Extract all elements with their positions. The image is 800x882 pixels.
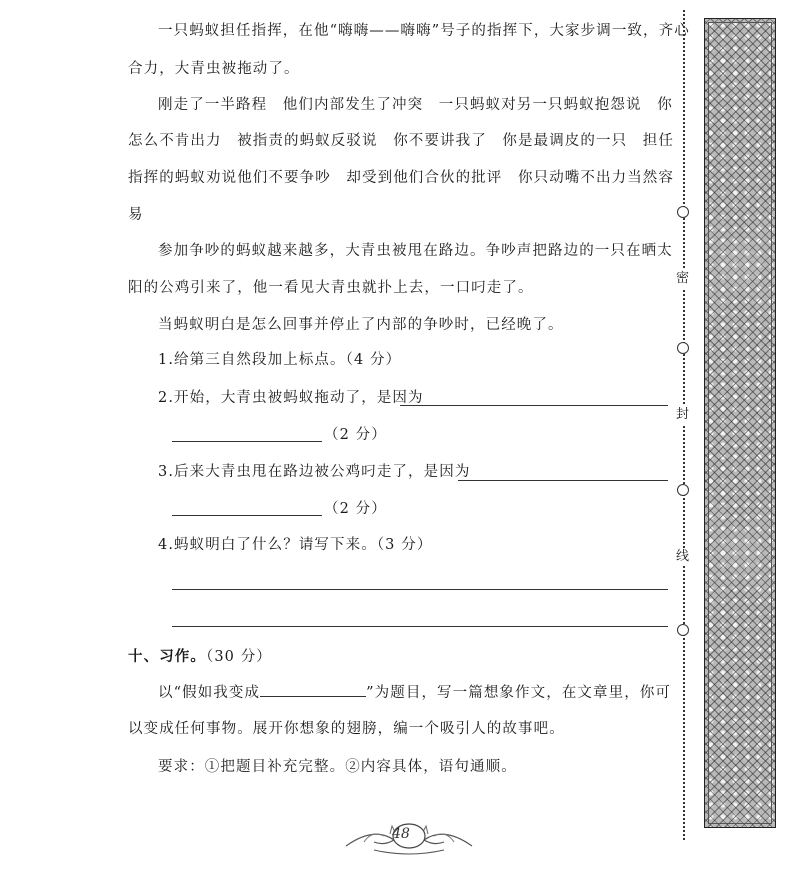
decorative-border-strip — [704, 18, 776, 828]
binding-dotted-line — [683, 10, 685, 840]
binding-char-xian: 线 — [676, 549, 690, 564]
question-2-answer-line-1[interactable] — [400, 405, 668, 406]
binding-char-mi: 密 — [676, 271, 690, 286]
passage-p2-line2: 怎么不肯出力 被指责的蚂蚁反驳说 你不要讲我了 你是最调皮的一只 担任 — [128, 133, 674, 149]
question-3-answer-line-1[interactable] — [458, 480, 668, 481]
binding-hole-1 — [677, 206, 689, 218]
binding-char-feng: 封 — [676, 407, 690, 422]
passage-p2-line1: 刚走了一半路程 他们内部发生了冲突 一只蚂蚁对另一只蚂蚁抱怨说 你 — [158, 97, 673, 113]
composition-line-1-prefix: 以“假如我变成 — [158, 685, 261, 701]
composition-line-1 — [158, 684, 671, 702]
composition-line-2: 以变成任何事物。展开你想象的翅膀，编一个吸引人的故事吧。 — [128, 721, 565, 737]
composition-line-1-suffix: ”为题目，写一篇想象作文，在文章里，你可 — [366, 685, 672, 701]
question-2-text: 2.开始，大青虫被蚂蚁拖动了，是因为 — [158, 390, 424, 406]
question-2-answer-line-2[interactable] — [172, 441, 322, 442]
binding-hole-4 — [677, 624, 689, 636]
passage-p3-line2: 阳的公鸡引来了，他一看见大青虫就扑上去，一口叼走了。 — [128, 280, 534, 296]
composition-heading-title: 十、习作。 — [128, 648, 206, 665]
question-4-answer-line-1[interactable] — [172, 589, 668, 590]
binding-hole-2 — [677, 342, 689, 354]
question-4-answer-line-2[interactable] — [172, 626, 668, 627]
question-1: 1.给第三自然段加上标点。（4 分） — [158, 352, 402, 368]
question-3-answer-line-2[interactable] — [172, 515, 322, 516]
composition-heading — [128, 648, 272, 666]
passage-p2-line4: 易 — [128, 207, 144, 223]
binding-hole-3 — [677, 484, 689, 496]
question-3-score: （2 分） — [324, 501, 387, 517]
composition-heading-score: （30 分） — [206, 649, 272, 665]
question-3 — [158, 463, 470, 481]
passage-p3-line1: 参加争吵的蚂蚁越来越多，大青虫被甩在路边。争吵声把路边的一只在晒太 — [158, 243, 673, 259]
composition-title-blank[interactable] — [260, 684, 366, 697]
question-4: 4.蚂蚁明白了什么？请写下来。（3 分） — [158, 537, 433, 553]
passage-p4-line1: 当蚂蚁明白是怎么回事并停止了内部的争吵时，已经晚了。 — [158, 317, 564, 333]
question-2 — [158, 389, 424, 407]
question-3-text: 3.后来大青虫甩在路边被公鸡叼走了，是因为 — [158, 464, 471, 480]
page-number: 48 — [392, 826, 410, 842]
passage-p1-line1: 一只蚂蚁担任指挥，在他“嗨嗨——嗨嗨”号子的指挥下，大家步调一致，齐心 — [158, 23, 690, 39]
passage-p1-line2: 合力，大青虫被拖动了。 — [128, 61, 300, 77]
question-2-score: （2 分） — [324, 427, 387, 443]
passage-p2-line3: 指挥的蚂蚁劝说他们不要争吵 却受到他们合伙的批评 你只动嘴不出力当然容 — [128, 170, 674, 186]
composition-requirements: 要求：①把题目补充完整。②内容具体，语句通顺。 — [158, 759, 517, 775]
